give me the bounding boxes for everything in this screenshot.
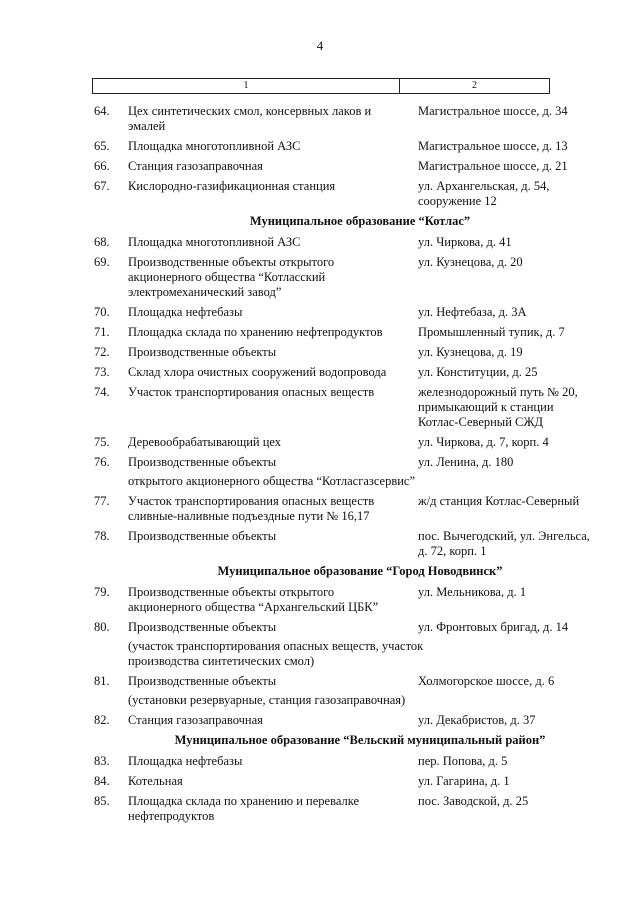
row-number: 84. <box>94 774 110 788</box>
row-number: 64. <box>94 104 110 118</box>
table-row <box>0 345 640 360</box>
table-row <box>0 305 640 320</box>
table-row <box>0 435 640 450</box>
row-number: 76. <box>94 455 110 469</box>
table-row <box>0 774 640 789</box>
section-heading: Муниципальное образование “Город Новодвинск” <box>217 564 503 578</box>
object-name-continuation: (участок транспортирования опасных веществ, участок производства синтетических смол) <box>128 639 424 668</box>
row-number: 73. <box>94 365 110 379</box>
object-address: пос. Заводской, д. 25 <box>418 794 529 808</box>
object-name-continuation: открытого акционерного общества “Котласгазсервис” <box>128 474 416 488</box>
object-address: ул. Чиркова, д. 41 <box>418 235 512 249</box>
row-number: 70. <box>94 305 110 319</box>
object-address: Магистральное шоссе, д. 34 <box>418 104 568 118</box>
object-address: Магистральное шоссе, д. 13 <box>418 139 568 153</box>
row-number: 80. <box>94 620 110 634</box>
object-name: Производственные объекты <box>128 345 277 359</box>
object-address: ул. Конституции, д. 25 <box>418 365 538 379</box>
table-row <box>0 104 640 134</box>
table-row <box>0 620 640 635</box>
column-header-2: 2 <box>472 80 477 91</box>
table-row <box>0 179 640 209</box>
object-address: ул. Фронтовых бригад, д. 14 <box>418 620 569 634</box>
object-address: ул. Кузнецова, д. 19 <box>418 345 523 359</box>
object-address: ж/д станция Котлас-Северный <box>418 494 580 508</box>
row-number: 74. <box>94 385 110 399</box>
objects-list <box>0 104 640 829</box>
object-name: Станция газозаправочная <box>128 713 263 727</box>
table-row <box>0 713 640 728</box>
object-name: Склад хлора очистных сооружений водопровода <box>128 365 387 379</box>
section-heading: Муниципальное образование “Вельский муниципальный район” <box>174 733 546 747</box>
object-name: Участок транспортирования опасных веществ сливные-наливные подъездные пути № 16,17 <box>128 494 375 523</box>
object-address: ул. Архангельская, д. 54, сооружение 12 <box>418 179 550 208</box>
object-name: Производственные объекты <box>128 620 277 634</box>
page-number: 4 <box>316 38 324 53</box>
table-row <box>0 529 640 559</box>
object-name: Участок транспортирования опасных веществ <box>128 385 375 399</box>
row-number: 71. <box>94 325 110 339</box>
object-address: пер. Попова, д. 5 <box>418 754 508 768</box>
object-address: ул. Гагарина, д. 1 <box>418 774 510 788</box>
row-number: 66. <box>94 159 110 173</box>
section-heading: Муниципальное образование “Котлас” <box>249 214 471 228</box>
row-number: 65. <box>94 139 110 153</box>
row-number: 75. <box>94 435 110 449</box>
column-header-1: 1 <box>93 79 400 93</box>
row-number: 78. <box>94 529 110 543</box>
object-name: Площадка нефтебазы <box>128 754 243 768</box>
object-name: Производственные объекты <box>128 674 277 688</box>
object-address: Промышленный тупик, д. 7 <box>418 325 565 339</box>
table-row <box>0 754 640 769</box>
object-address: ул. Нефтебаза, д. 3А <box>418 305 527 319</box>
object-name: Производственные объекты открытого акционерного общества “Котласский электромеханический завод” <box>128 255 335 299</box>
object-address: ул. Мельникова, д. 1 <box>418 585 527 599</box>
object-address: Магистральное шоссе, д. 21 <box>418 159 568 173</box>
table-row <box>0 159 640 174</box>
object-address: ул. Чиркова, д. 7, корп. 4 <box>418 435 549 449</box>
table-row <box>0 325 640 340</box>
object-name: Деревообрабатывающий цех <box>128 435 282 449</box>
object-name: Производственные объекты <box>128 455 277 469</box>
row-number: 79. <box>94 585 110 599</box>
table-row <box>0 455 640 470</box>
object-name: Котельная <box>128 774 183 788</box>
object-name: Цех синтетических смол, консервных лаков и эмалей <box>128 104 372 133</box>
object-name: Площадка нефтебазы <box>128 305 243 319</box>
object-address: железнодорожный путь № 20, примыкающий к станции Котлас-Северный СЖД <box>418 385 578 429</box>
table-row <box>0 585 640 615</box>
row-number: 67. <box>94 179 110 193</box>
object-name: Станция газозаправочная <box>128 159 263 173</box>
object-name: Площадка многотопливной АЗС <box>128 139 301 153</box>
table-row <box>0 235 640 250</box>
object-name: Производственные объекты открытого акционерного общества “Архангельский ЦБК” <box>128 585 379 614</box>
row-number: 77. <box>94 494 110 508</box>
object-address: Холмогорское шоссе, д. 6 <box>418 674 555 688</box>
object-name: Площадка склада по хранению нефтепродуктов <box>128 325 383 339</box>
row-number: 69. <box>94 255 110 269</box>
object-name: Площадка многотопливной АЗС <box>128 235 301 249</box>
object-name: Площадка склада по хранению и перевалке нефтепродуктов <box>128 794 360 823</box>
row-number: 81. <box>94 674 110 688</box>
column-header-row <box>92 78 550 94</box>
object-name-continuation: (установки резервуарные, станция газозаправочная) <box>128 693 406 707</box>
object-address: ул. Кузнецова, д. 20 <box>418 255 523 269</box>
row-number: 68. <box>94 235 110 249</box>
object-name: Производственные объекты <box>128 529 277 543</box>
table-row <box>0 255 640 300</box>
row-number: 72. <box>94 345 110 359</box>
row-number: 85. <box>94 794 110 808</box>
table-row <box>0 385 640 430</box>
table-row <box>0 494 640 524</box>
object-address: ул. Декабристов, д. 37 <box>418 713 536 727</box>
row-number: 82. <box>94 713 110 727</box>
object-address: ул. Ленина, д. 180 <box>418 455 514 469</box>
row-number: 83. <box>94 754 110 768</box>
object-address: пос. Вычегодский, ул. Энгельса, д. 72, корп. 1 <box>418 529 590 558</box>
table-row <box>0 139 640 154</box>
object-name: Кислородно-газификационная станция <box>128 179 336 193</box>
table-row <box>0 794 640 824</box>
table-row <box>0 674 640 689</box>
table-row <box>0 365 640 380</box>
